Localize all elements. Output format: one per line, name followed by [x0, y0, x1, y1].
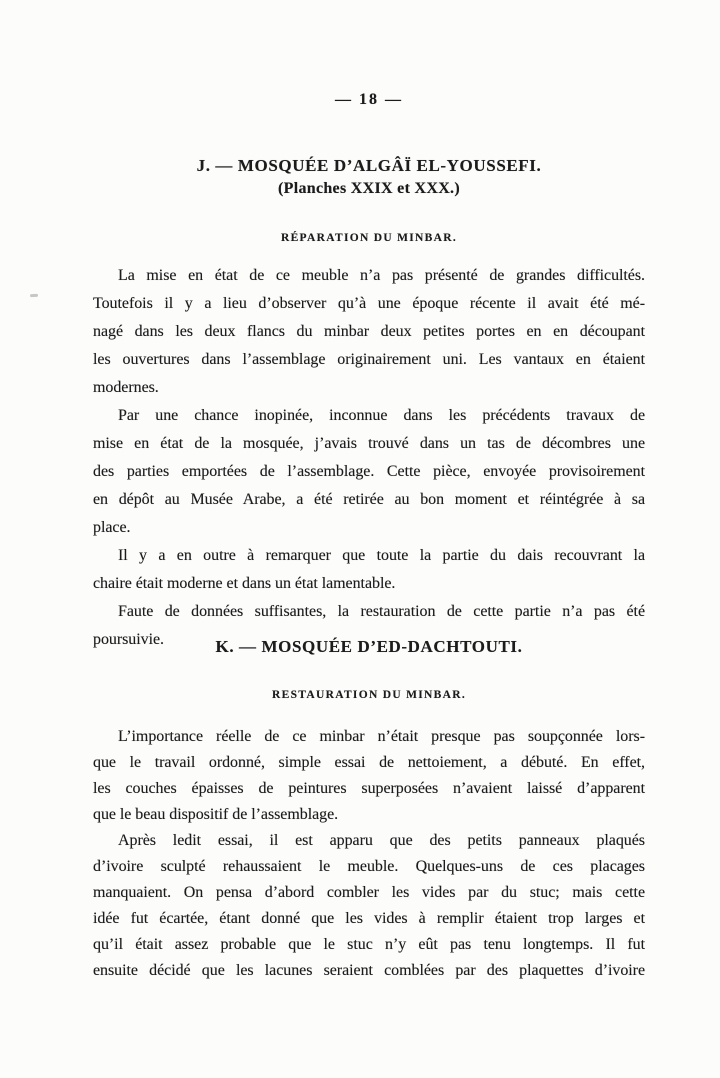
- scan-speck: [30, 294, 38, 297]
- text-line: nagé dans les deux flancs du minbar deux petites portes en en découpant: [93, 323, 645, 340]
- paragraph: [93, 262, 645, 402]
- text-line: Par une chance inopinée, inconnue dans les précédents travaux de: [118, 407, 645, 424]
- text-line: des parties emportées de l’assemblage. Cette pièce, envoyée provisoirement: [93, 463, 645, 480]
- paragraph: [93, 724, 645, 828]
- text-line: d’ivoire sculpté rehaussaient le meuble. Quelques-uns de ces placages: [93, 858, 645, 875]
- text-line: Il y a en outre à remarquer que toute la partie du dais recouvrant la: [118, 547, 645, 564]
- paragraph: [93, 402, 645, 542]
- text-line: qu’il était assez probable que le stuc n’y eût pas tenu longtemps. Il fut: [93, 936, 645, 953]
- text-line: Faute de données suffisantes, la restauration de cette partie n’a pas été: [118, 603, 645, 620]
- text-line: mise en état de la mosquée, j’avais trouvé dans un tas de décombres une: [93, 435, 645, 452]
- text-line: en dépôt au Musée Arabe, a été retirée au bon moment et réintégrée à sa: [93, 491, 645, 508]
- text-line: idée fut écartée, étant donné que les vides à remplir étaient trop larges et: [93, 910, 645, 927]
- text-line: Toutefois il y a lieu d’observer qu’à une époque récente il avait été mé-: [93, 295, 645, 312]
- section-j-plates: (Planches XXIX et XXX.): [278, 180, 460, 197]
- section-j-title: J. — MOSQUÉE D’ALGÂÏ EL-YOUSSEFI.: [196, 156, 542, 175]
- text-line: que le beau dispositif de l’assemblage.: [93, 806, 339, 823]
- section-k-subheading: RESTAURATION DU MINBAR.: [272, 689, 466, 701]
- paragraph: [93, 542, 645, 598]
- text-line: ensuite décidé que les lacunes seraient comblées par des plaquettes d’ivoire: [93, 962, 645, 979]
- text-line: poursuivie.: [93, 631, 164, 648]
- text-line: L’importance réelle de ce minbar n’était presque pas soupçonnée lors-: [118, 728, 645, 745]
- text-line: Après ledit essai, il est apparu que des petits panneaux plaqués: [118, 832, 645, 849]
- paragraph: [93, 828, 645, 984]
- text-line: les couches épaisses de peintures superposées n’avaient laissé d’apparent: [93, 780, 645, 797]
- section-j-body: [93, 262, 645, 654]
- section-j-subheading: RÉPARATION DU MINBAR.: [280, 232, 458, 244]
- text-line: manquaient. On pensa d’abord combler les vides par du stuc; mais cette: [93, 884, 645, 901]
- section-k-title: K. — MOSQUÉE D’ED-DACHTOUTI.: [215, 637, 523, 656]
- text-line: La mise en état de ce meuble n’a pas présenté de grandes difficultés.: [118, 267, 645, 284]
- text-line: modernes.: [93, 379, 159, 396]
- text-line: place.: [93, 519, 131, 536]
- text-line: chaire était moderne et dans un état lamentable.: [93, 575, 396, 592]
- section-k-body: [93, 724, 645, 984]
- page-number: — 18 —: [335, 91, 403, 108]
- text-line: les ouvertures dans l’assemblage originairement uni. Les vantaux en étaient: [93, 351, 645, 368]
- text-line: que le travail ordonné, simple essai de nettoiement, a débuté. En effet,: [93, 754, 645, 771]
